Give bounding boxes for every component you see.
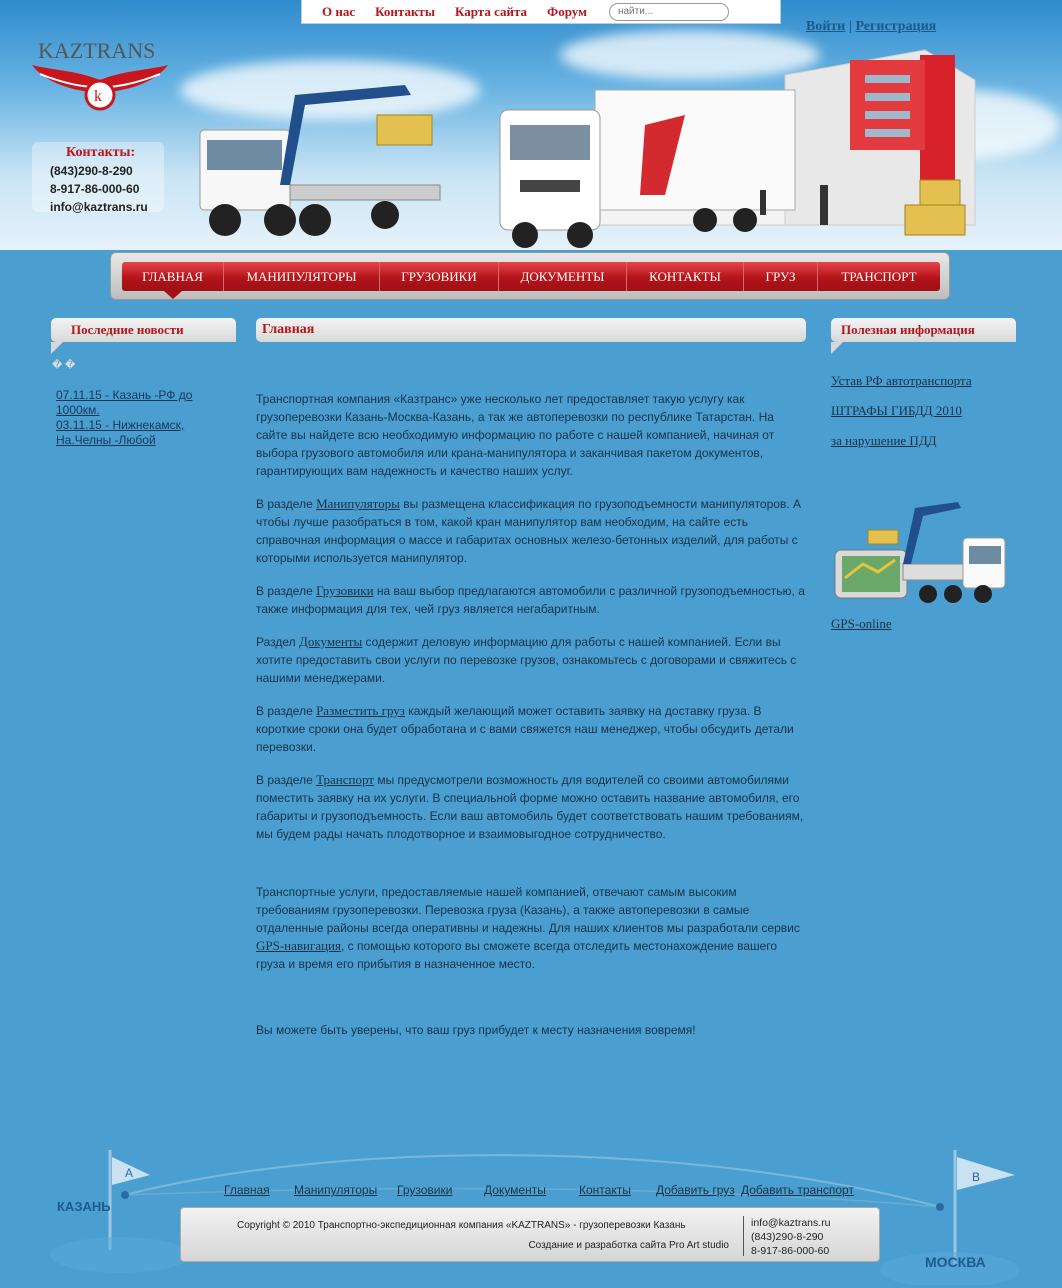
footer-link-add-transport[interactable]: Добавить транспорт xyxy=(741,1183,854,1197)
city-kazan: КАЗАНЬ xyxy=(57,1199,111,1214)
manipulators-link[interactable]: Манипуляторы xyxy=(316,496,400,511)
footer-divider xyxy=(743,1216,744,1256)
useful-info-title: Полезная информация xyxy=(831,318,1016,342)
content-paragraph: Вы можете быть уверены, что ваш груз прибудет к месту назначения вовремя! xyxy=(256,1023,696,1037)
gps-navigation-link[interactable]: GPS-навигация xyxy=(256,938,341,953)
news-panel-title: Последние новости xyxy=(51,318,236,342)
trucks-link[interactable]: Грузовики xyxy=(316,583,374,598)
main-content xyxy=(256,390,808,1054)
content-paragraph: В разделе Транспорт мы предусмотрели возможность для водителей со своими автомобилями поместить заявку на их услуги. В специальной форме можно оставить название автомобиля, его габариты и грузоподъемность. Если ваш автомобиль будет соответствовать нашим требованиям, мы будем рады начать плодотворное и взаимовыгодное сотрудничество. xyxy=(256,772,804,841)
nav-item-label: ГРУЗ xyxy=(765,269,796,284)
active-marker xyxy=(164,291,182,299)
footer-phone: 8-917-86-000-60 xyxy=(751,1245,830,1257)
nav-item-contacts[interactable] xyxy=(627,262,744,291)
trucks-warehouse-illustration xyxy=(185,35,985,250)
top-menu xyxy=(301,0,781,24)
nav-item-manipulators[interactable] xyxy=(224,262,380,291)
logo[interactable] xyxy=(30,38,170,118)
copyright-text: Copyright © 2010 Транспортно-экспедиционная компания «KAZTRANS» - грузоперевозки Казань xyxy=(237,1220,686,1231)
footer-link-trucks[interactable]: Грузовики xyxy=(397,1183,453,1197)
nav-item-documents[interactable] xyxy=(499,262,627,291)
content-paragraph: Транспортная компания «Казтранс» уже несколько лет предоставляет такую услугу как грузоперевозки Казань-Москва-Казань, а так же автоперевозки по республике Татарстан. На сайте вы найдете всю необходимую информацию по работе с нашей компанией, начиная от выбора грузового автомобиля или крана-манипулятора и заканчивая пакетом документов, гарантирующих вам надежность и качество наших услуг. xyxy=(256,392,775,478)
register-link[interactable]: Регистрация xyxy=(855,19,937,34)
footer-link-manipulators[interactable]: Манипуляторы xyxy=(294,1183,378,1197)
winged-k-icon xyxy=(30,60,170,112)
footer-nav xyxy=(224,1183,874,1199)
top-menu-forum[interactable]: Форум xyxy=(547,3,587,19)
contact-email: info@kaztrans.ru xyxy=(50,200,148,214)
footer-phone: (843)290-8-290 xyxy=(751,1231,824,1243)
nav-item-home[interactable] xyxy=(122,262,224,291)
contact-phone: (843)290-8-290 xyxy=(50,164,133,178)
footer-contacts xyxy=(751,1216,831,1258)
auth-separator: | xyxy=(848,19,852,34)
nav-item-label: ГЛАВНАЯ xyxy=(142,269,203,284)
content-paragraph: В разделе Грузовики на ваш выбор предлагаются автомобили с различной грузоподъемностью, а также информация для тех, чей груз является негабаритным. xyxy=(256,583,805,616)
main-nav xyxy=(110,252,950,300)
nav-item-cargo[interactable] xyxy=(744,262,818,291)
news-item[interactable]: 03.11.15 - Нижнекамск, На.Челны -Любой xyxy=(56,418,185,447)
marker-a: A xyxy=(125,1166,134,1180)
logo-text: KAZTRANS xyxy=(38,38,156,63)
news-item[interactable]: 07.11.15 - Казань -РФ до 1000км. xyxy=(56,388,193,417)
broken-glyphs: � � xyxy=(52,360,76,371)
nav-item-label: ГРУЗОВИКИ xyxy=(401,269,477,284)
transport-link[interactable]: Транспорт xyxy=(316,772,374,787)
svg-text:k: k xyxy=(94,88,102,105)
header-contacts xyxy=(32,142,164,212)
marker-b: B xyxy=(972,1170,981,1184)
top-menu-contacts[interactable]: Контакты xyxy=(375,3,435,19)
gps-truck-image[interactable] xyxy=(833,498,1013,606)
nav-item-label: ДОКУМЕНТЫ xyxy=(520,269,605,284)
nav-item-label: КОНТАКТЫ xyxy=(649,269,721,284)
footer-box xyxy=(180,1207,880,1262)
panel-tail xyxy=(51,342,63,354)
nav-item-transport[interactable] xyxy=(818,262,940,291)
credits-text: Создание и разработка сайта Pro Art studio xyxy=(528,1240,729,1251)
documents-link[interactable]: Документы xyxy=(299,634,363,649)
city-moscow: МОСКВА xyxy=(925,1254,986,1270)
nav-item-label: МАНИПУЛЯТОРЫ xyxy=(246,269,357,284)
content-paragraph: В разделе Разместить груз каждый желающий может оставить заявку на доставку груза. В короткие сроки она будет обработана и с вами свяжется наш менеджер, чтобы обсудить детали перевозки. xyxy=(256,703,794,754)
gps-online-link[interactable]: GPS-online xyxy=(831,616,892,631)
nav-item-label: ТРАНСПОРТ xyxy=(841,269,917,284)
footer-link-add-cargo[interactable]: Добавить груз xyxy=(656,1183,735,1197)
top-menu-about[interactable]: О нас xyxy=(322,3,356,19)
useful-link[interactable]: ШТРАФЫ ГИБДД 2010 xyxy=(831,403,962,418)
footer-link-documents[interactable]: Документы xyxy=(484,1183,546,1197)
content-paragraph: Транспортные услуги, предоставляемые нашей компанией, отвечают самым высоким требованиям грузоперевозки. Перевозка груза (Казань), а также автоперевозки в самые отдаленные районы всегда оперативны и надежны. Для наших клиентов мы разработали сервис GPS-навигация, с помощью которого вы сможете всегда отследить местонахождение вашего груза и время его прибытия в назначенное место. xyxy=(256,885,800,971)
place-cargo-link[interactable]: Разместить груз xyxy=(316,703,405,718)
content-paragraph: Раздел Документы содержит деловую информацию для работы с нашей компанией. Если вы хотите предоставить свои услуги по перевозке грузов, ознакомьтесь с договорами и свяжитесь с нашими менеджерами. xyxy=(256,634,797,685)
search-input[interactable] xyxy=(609,3,729,21)
contacts-title: Контакты: xyxy=(66,145,136,160)
useful-link[interactable]: за нарушение ПДД xyxy=(831,433,937,448)
page-title: Главная xyxy=(256,318,806,342)
auth-links xyxy=(806,19,936,35)
footer-email: info@kaztrans.ru xyxy=(751,1217,831,1229)
panel-tail xyxy=(831,342,843,354)
login-link[interactable]: Войти xyxy=(806,19,846,34)
nav-item-trucks[interactable] xyxy=(380,262,499,291)
content-paragraph: В разделе Манипуляторы вы размещена классификация по грузоподъемности манипуляторов. А чтобы лучше разобраться в том, какой кран манипулятор вам необходим, на сайте есть справочная информация о массе и габаритах основных железо-бетонных изделий, для работы с которыми используется манипулятор. xyxy=(256,496,801,565)
footer-link-home[interactable]: Главная xyxy=(224,1183,270,1197)
footer-link-contacts[interactable]: Контакты xyxy=(579,1183,631,1197)
top-menu-sitemap[interactable]: Карта сайта xyxy=(454,3,528,19)
contact-phone: 8-917-86-000-60 xyxy=(50,182,140,196)
useful-link[interactable]: Устав РФ автотранспорта xyxy=(831,373,972,388)
